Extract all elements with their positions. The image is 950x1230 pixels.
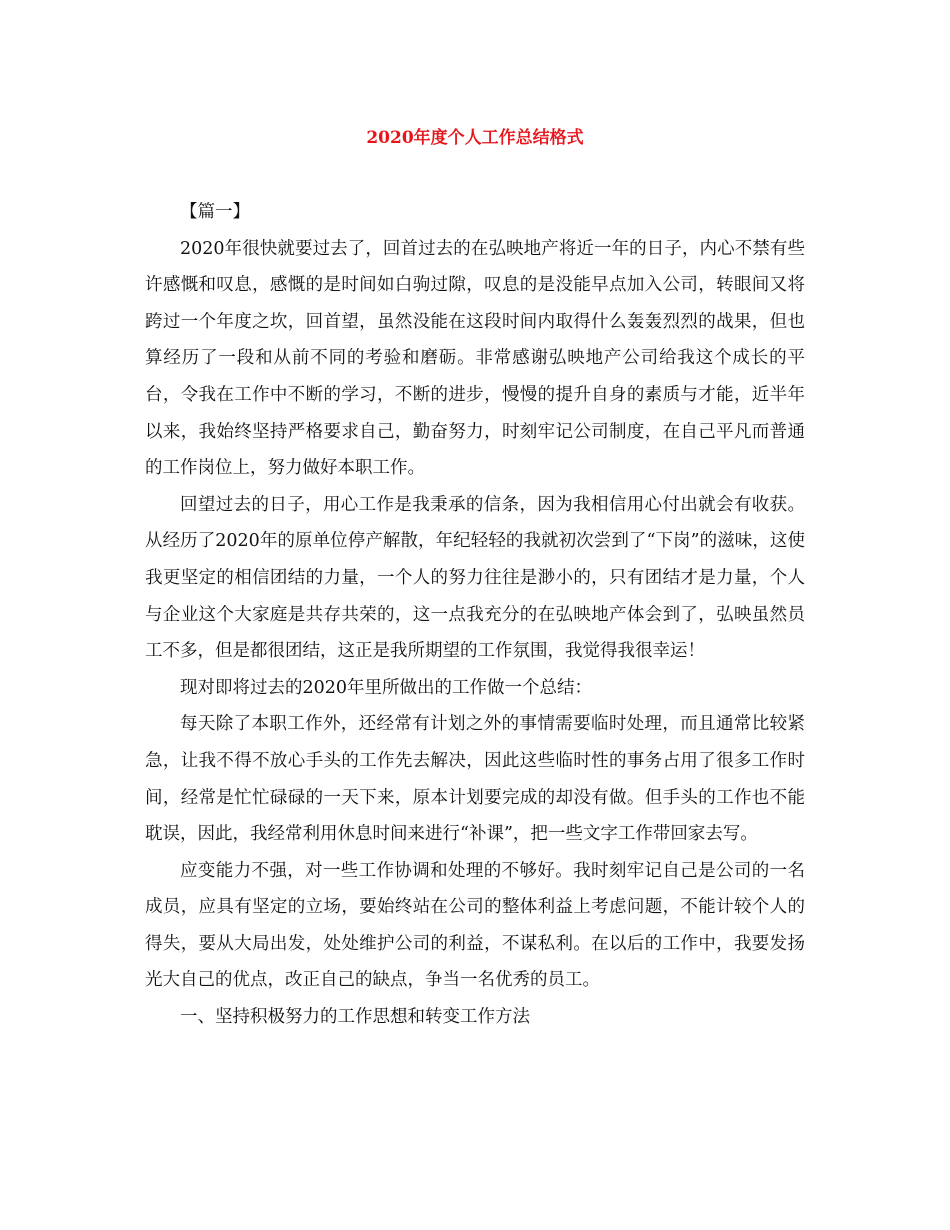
paragraph: 现对即将过去的2020年里所做出的工作做一个总结： xyxy=(180,677,593,698)
document-body xyxy=(145,194,805,1036)
section-heading: 【篇一】 xyxy=(180,202,250,222)
paragraph: 每天除了本职工作外，还经常有计划之外的事情需要临时处理，而且通常比较紧急，让我不得不放心手头的工作先去解决，因此这些临时性的事务占用了很多工作时间，经常是忙忙碌碌的一天下来，原本计划要完成的却没有做。但手头的工作也不能耽误，因此，我经常利用休息时间来进行“补课”，把一些文字工作带回家去写。 xyxy=(145,714,805,845)
document-title: 2020年度个人工作总结格式 xyxy=(366,128,584,148)
subsection-heading: 一、坚持积极努力的工作思想和转变工作方法 xyxy=(180,1007,530,1028)
paragraph: 回望过去的日子，用心工作是我秉承的信条，因为我相信用心付出就会有收获。从经历了2020年的原单位停产解散，年纪轻轻的我就初次尝到了“下岗”的滋味，这使我更坚定的相信团结的力量，一个人的努力往往是渺小的，只有团结才是力量，个人与企业这个大家庭是共存共荣的，这一点我充分的在弘映地产体会到了，弘映虽然员工不多，但是都很团结，这正是我所期望的工作氛围，我觉得我很幸运！ xyxy=(145,494,805,662)
paragraph: 应变能力不强，对一些工作协调和处理的不够好。我时刻牢记自己是公司的一名成员，应具有坚定的立场，要始终站在公司的整体利益上考虑问题，不能计较个人的得失，要从大局出发，处处维护公司的利益，不谋私利。在以后的工作中，我要发扬光大自己的优点，改正自己的缺点，争当一名优秀的员工。 xyxy=(145,860,805,991)
paragraph: 2020年很快就要过去了，回首过去的在弘映地产将近一年的日子，内心不禁有些许感慨和叹息，感慨的是时间如白驹过隙，叹息的是没能早点加入公司，转眼间又将跨过一个年度之坎，回首望，虽然没能在这段时间内取得什么轰轰烈烈的战果，但也算经历了一段和从前不同的考验和磨砺。非常感谢弘映地产公司给我这个成长的平台，令我在工作中不断的学习，不断的进步，慢慢的提升自身的素质与才能，近半年以来，我始终坚持严格要求自己，勤奋努力，时刻牢记公司制度，在自己平凡而普通的工作岗位上，努力做好本职工作。 xyxy=(145,238,805,479)
